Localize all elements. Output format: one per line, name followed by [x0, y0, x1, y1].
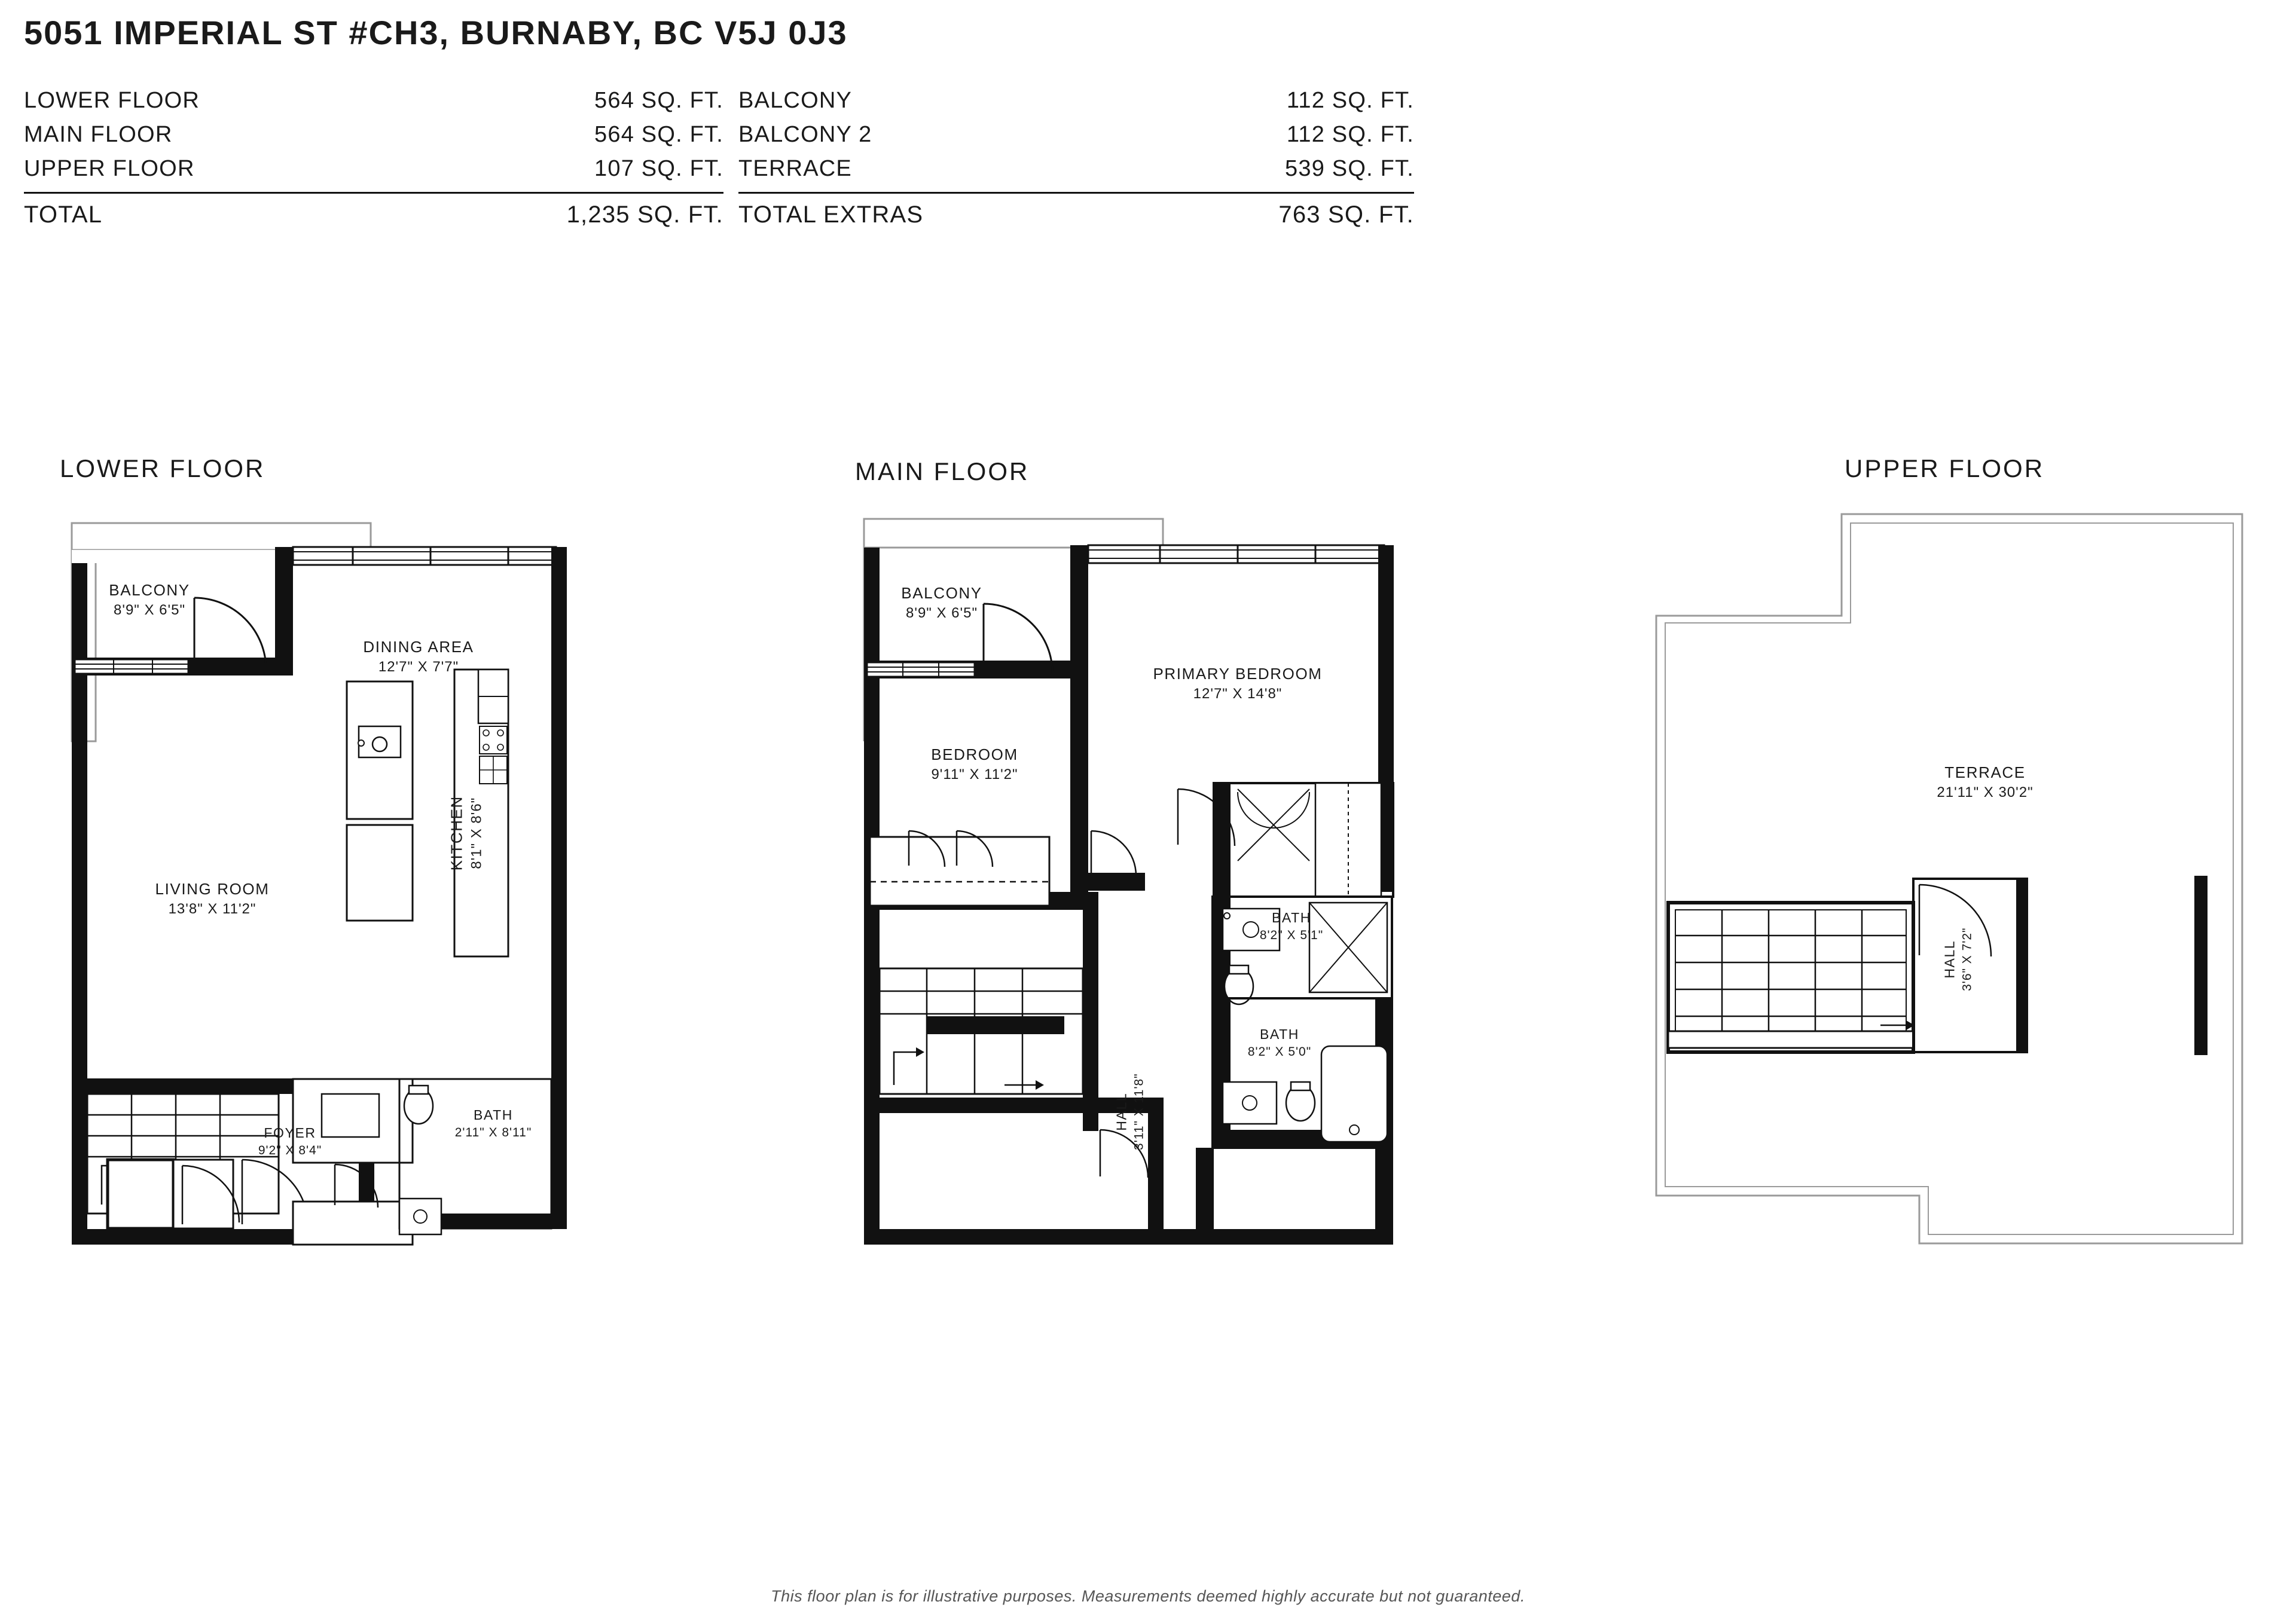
room-dim: 9'11" X 11'2": [931, 766, 1018, 783]
room-name: BATH: [473, 1107, 514, 1123]
summary-row: [24, 152, 723, 186]
floorplan-upper: [1638, 490, 2272, 1411]
room-name: DINING AREA: [363, 638, 474, 656]
room-name: FOYER: [264, 1125, 316, 1141]
summary-total-value: 763 SQ. FT.: [1278, 201, 1414, 228]
summary-row: [738, 152, 1414, 186]
room-dim: 12'7" X 14'8": [1193, 686, 1283, 702]
summary-value: 112 SQ. FT.: [1286, 122, 1414, 147]
summary-value: 564 SQ. FT.: [594, 88, 723, 113]
floorplan-main: [837, 490, 1614, 1411]
room-dim: 21'11" X 30'2": [1937, 784, 2034, 801]
floor-title-lower: LOWER FLOOR: [60, 454, 265, 482]
floor-title-main: MAIN FLOOR: [855, 457, 1030, 485]
room-dim: 3'11" X 11'8": [1132, 1073, 1146, 1150]
summary-total-row: [738, 197, 1414, 233]
summary-value: 564 SQ. FT.: [594, 122, 723, 147]
summary-value: 107 SQ. FT.: [594, 156, 723, 181]
summary-total-label: TOTAL: [24, 201, 103, 228]
room-dim: 8'2" X 5'0": [1247, 1045, 1312, 1059]
page-title: 5051 IMPERIAL ST #CH3, BURNABY, BC V5J 0J3: [24, 14, 848, 51]
room-dim: 8'1" X 8'6": [468, 797, 485, 869]
summary-value: 539 SQ. FT.: [1285, 156, 1414, 181]
room-dim: 9'2" X 8'4": [258, 1144, 322, 1158]
room-name: LIVING ROOM: [155, 880, 270, 898]
floor-title-upper: UPPER FLOOR: [1845, 454, 2045, 482]
summary-label: UPPER FLOOR: [24, 156, 195, 181]
room-dim: 12'7" X 7'7": [378, 659, 459, 676]
summary-row: [738, 118, 1414, 152]
summary-divider: [24, 192, 723, 194]
summary-divider: [738, 192, 1414, 194]
room-name: BALCONY: [109, 581, 190, 599]
summary-value: 112 SQ. FT.: [1286, 88, 1414, 113]
summary-label: BALCONY: [738, 88, 853, 113]
summary-row: [738, 84, 1414, 118]
floorplan-lower: [36, 490, 789, 1411]
summary-total-row: [24, 197, 723, 233]
summary-label: MAIN FLOOR: [24, 122, 173, 147]
room-name: BATH: [1259, 1026, 1300, 1042]
summary-label: LOWER FLOOR: [24, 88, 200, 113]
room-name: BATH: [1271, 910, 1312, 925]
room-name: BEDROOM: [931, 745, 1018, 763]
summary-label: BALCONY 2: [738, 122, 872, 147]
room-name: PRIMARY BEDROOM: [1153, 665, 1323, 683]
room-dim: 8'9" X 6'5": [906, 605, 978, 622]
summary-total-label: TOTAL EXTRAS: [738, 201, 924, 228]
room-dim: 13'8" X 11'2": [168, 901, 257, 918]
area-summary-right: [738, 84, 1414, 233]
room-name: HALL: [1113, 1092, 1129, 1131]
room-name: TERRACE: [1944, 763, 2026, 781]
room-dim: 8'2" X 5'1": [1259, 928, 1324, 943]
summary-row: [24, 84, 723, 118]
room-dim: 8'9" X 6'5": [114, 602, 185, 619]
room-name: BALCONY: [901, 584, 982, 602]
summary-label: TERRACE: [738, 156, 852, 181]
room-dim: 3'6" X 7'2": [1960, 927, 1974, 991]
room-name: KITCHEN: [447, 796, 466, 871]
summary-total-value: 1,235 SQ. FT.: [566, 201, 723, 228]
room-dim: 2'11" X 8'11": [454, 1126, 532, 1140]
disclaimer-note: This floor plan is for illustrative purposes. Measurements deemed highly accurate but not guaranteed.: [771, 1587, 1525, 1605]
summary-row: [24, 118, 723, 152]
room-name: HALL: [1941, 940, 1958, 979]
area-summary-left: [24, 84, 723, 233]
